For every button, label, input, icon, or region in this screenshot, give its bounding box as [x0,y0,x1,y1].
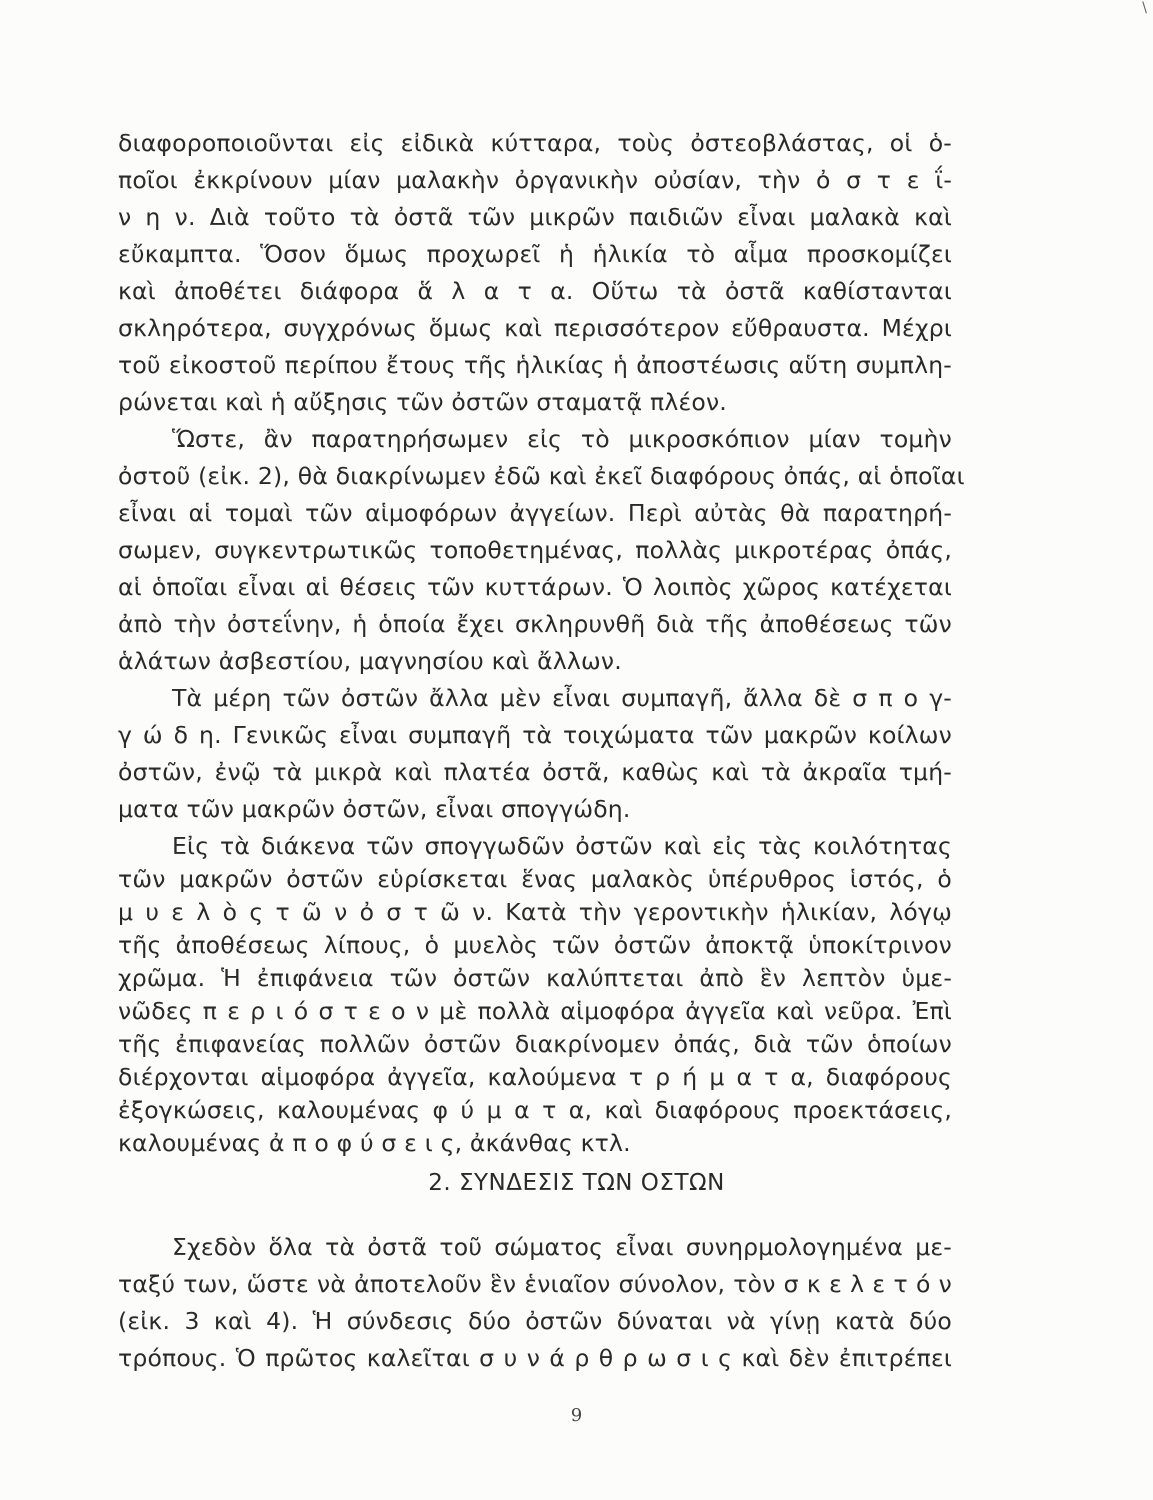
section-heading: 2. ΣΥΝΔΕΣΙΣ ΤΩΝ ΟΣΤΩΝ [428,1170,725,1196]
text-line: εὔκαμπτα. Ὅσον ὅμως προχωρεῖ ἡ ἡλικία τὸ αἷμα προσκομίζει [118,240,952,268]
text-line: αἱ ὁποῖαι εἶναι αἱ θέσεις τῶν κυττάρων. Ὁ λοιπὸς χῶρος κατέχεται [118,573,952,601]
text-line: τῶν μακρῶν ὀστῶν εὑρίσκεται ἕνας μαλακὸς ὑπέρυθρος ἱστός, ὁ [118,865,952,893]
text-line: διέρχονται αἱμοφόρα ἀγγεῖα, καλούμενα τ ρ ή μ α τ α, διαφόρους [118,1063,952,1091]
page-number: 9 [570,1405,583,1426]
text-line: Τὰ μέρη τῶν ὀστῶν ἄλλα μὲν εἶναι συμπαγῆ, ἄλλα δὲ σ π ο γ- [172,684,952,712]
text-line: Ὥστε, ἂν παρατηρήσωμεν εἰς τὸ μικροσκόπιον μίαν τομὴν [172,425,952,453]
text-line: (εἰκ. 3 καὶ 4). Ἡ σύνδεσις δύο ὀστῶν δύναται νὰ γίνῃ κατὰ δύο [118,1307,952,1335]
text-line: Εἰς τὰ διάκενα τῶν σπογγωδῶν ὀστῶν καὶ εἰς τὰς κοιλότητας [172,832,952,860]
text-line: καλουμένας ἀ π ο φ ύ σ ε ι ς, ἀκάνθας κτλ. [118,1129,631,1157]
text-line: ν η ν. Διὰ τοῦτο τὰ ὀστᾶ τῶν μικρῶν παιδιῶν εἶναι μαλακὰ καὶ [118,203,952,231]
text-line: μ υ ε λ ὸ ς τ ῶ ν ὀ σ τ ῶ ν. Κατὰ τὴν γεροντικὴν ἡλικίαν, λόγῳ [118,898,952,926]
text-line: νῶδες π ε ρ ι ό σ τ ε ο ν μὲ πολλὰ αἱμοφόρα ἀγγεῖα καὶ νεῦρα. Ἐπὶ [118,997,952,1025]
text-line: εἶναι αἱ τομαὶ τῶν αἱμοφόρων ἀγγείων. Περὶ αὐτὰς θὰ παρατηρή- [118,499,952,527]
text-line: σκληρότερα, συγχρόνως ὅμως καὶ περισσότερον εὔθραυστα. Μέχρι [118,314,952,342]
text-line: ἁλάτων ἀσβεστίου, μαγνησίου καὶ ἄλλων. [118,647,622,675]
text-line: καὶ ἀποθέτει διάφορα ἅ λ α τ α. Οὕτω τὰ ὀστᾶ καθίστανται [118,277,952,305]
text-line: σωμεν, συγκεντρωτικῶς τοποθετημένας, πολλὰς μικροτέρας ὀπάς, [118,536,952,564]
text-line: χρῶμα. Ἡ ἐπιφάνεια τῶν ὀστῶν καλύπτεται ἀπὸ ἓν λεπτὸν ὑμε- [118,964,952,992]
corner-mark: \ [1142,0,1147,16]
text-line: Σχεδὸν ὅλα τὰ ὀστᾶ τοῦ σώματος εἶναι συνηρμολογημένα με- [172,1233,952,1261]
text-line: ἐξογκώσεις, καλουμένας φ ύ μ α τ α, καὶ διαφόρους προεκτάσεις, [118,1096,952,1124]
text-line: ἀπὸ τὴν ὀστεΐνην, ἡ ὁποία ἔχει σκληρυνθῆ διὰ τῆς ἀποθέσεως τῶν [118,610,952,638]
text-line: ποῖοι ἐκκρίνουν μίαν μαλακὴν ὀργανικὴν οὐσίαν, τὴν ὀ σ τ ε ΐ- [118,166,952,194]
text-line: διαφοροποιοῦνται εἰς εἰδικὰ κύτταρα, τοὺς ὀστεοβλάστας, οἱ ὁ- [118,129,952,157]
text-line: ματα τῶν μακρῶν ὀστῶν, εἶναι σπογγώδη. [118,795,631,823]
text-line: τοῦ εἰκοστοῦ περίπου ἔτους τῆς ἡλικίας ἡ ἀποστέωσις αὕτη συμπλη- [118,351,952,379]
text-line: ὀστῶν, ἐνῷ τὰ μικρὰ καὶ πλατέα ὀστᾶ, καθὼς καὶ τὰ ἀκραῖα τμή- [118,758,952,786]
text-line: ρώνεται καὶ ἡ αὔξησις τῶν ὀστῶν σταματᾷ πλέον. [118,388,727,416]
text-line: τρόπους. Ὁ πρῶτος καλεῖται σ υ ν ά ρ θ ρ ω σ ι ς καὶ δὲν ἐπιτρέπει [118,1344,952,1372]
text-line: ὀστοῦ (εἰκ. 2), θὰ διακρίνωμεν ἐδῶ καὶ ἐκεῖ διαφόρους ὀπάς, αἱ ὁποῖαι [118,462,965,490]
text-line: γ ώ δ η. Γενικῶς εἶναι συμπαγῆ τὰ τοιχώματα τῶν μακρῶν κοίλων [118,721,952,749]
text-line: τῆς ἀποθέσεως λίπους, ὁ μυελὸς τῶν ὀστῶν ἀποκτᾷ ὑποκίτρινον [118,931,952,959]
text-line: ταξύ των, ὥστε νὰ ἀποτελοῦν ἓν ἑνιαῖον σύνολον, τὸν σ κ ε λ ε τ ό ν [118,1270,952,1298]
text-line: τῆς ἐπιφανείας πολλῶν ὀστῶν διακρίνομεν ὀπάς, διὰ τῶν ὁποίων [118,1030,952,1058]
